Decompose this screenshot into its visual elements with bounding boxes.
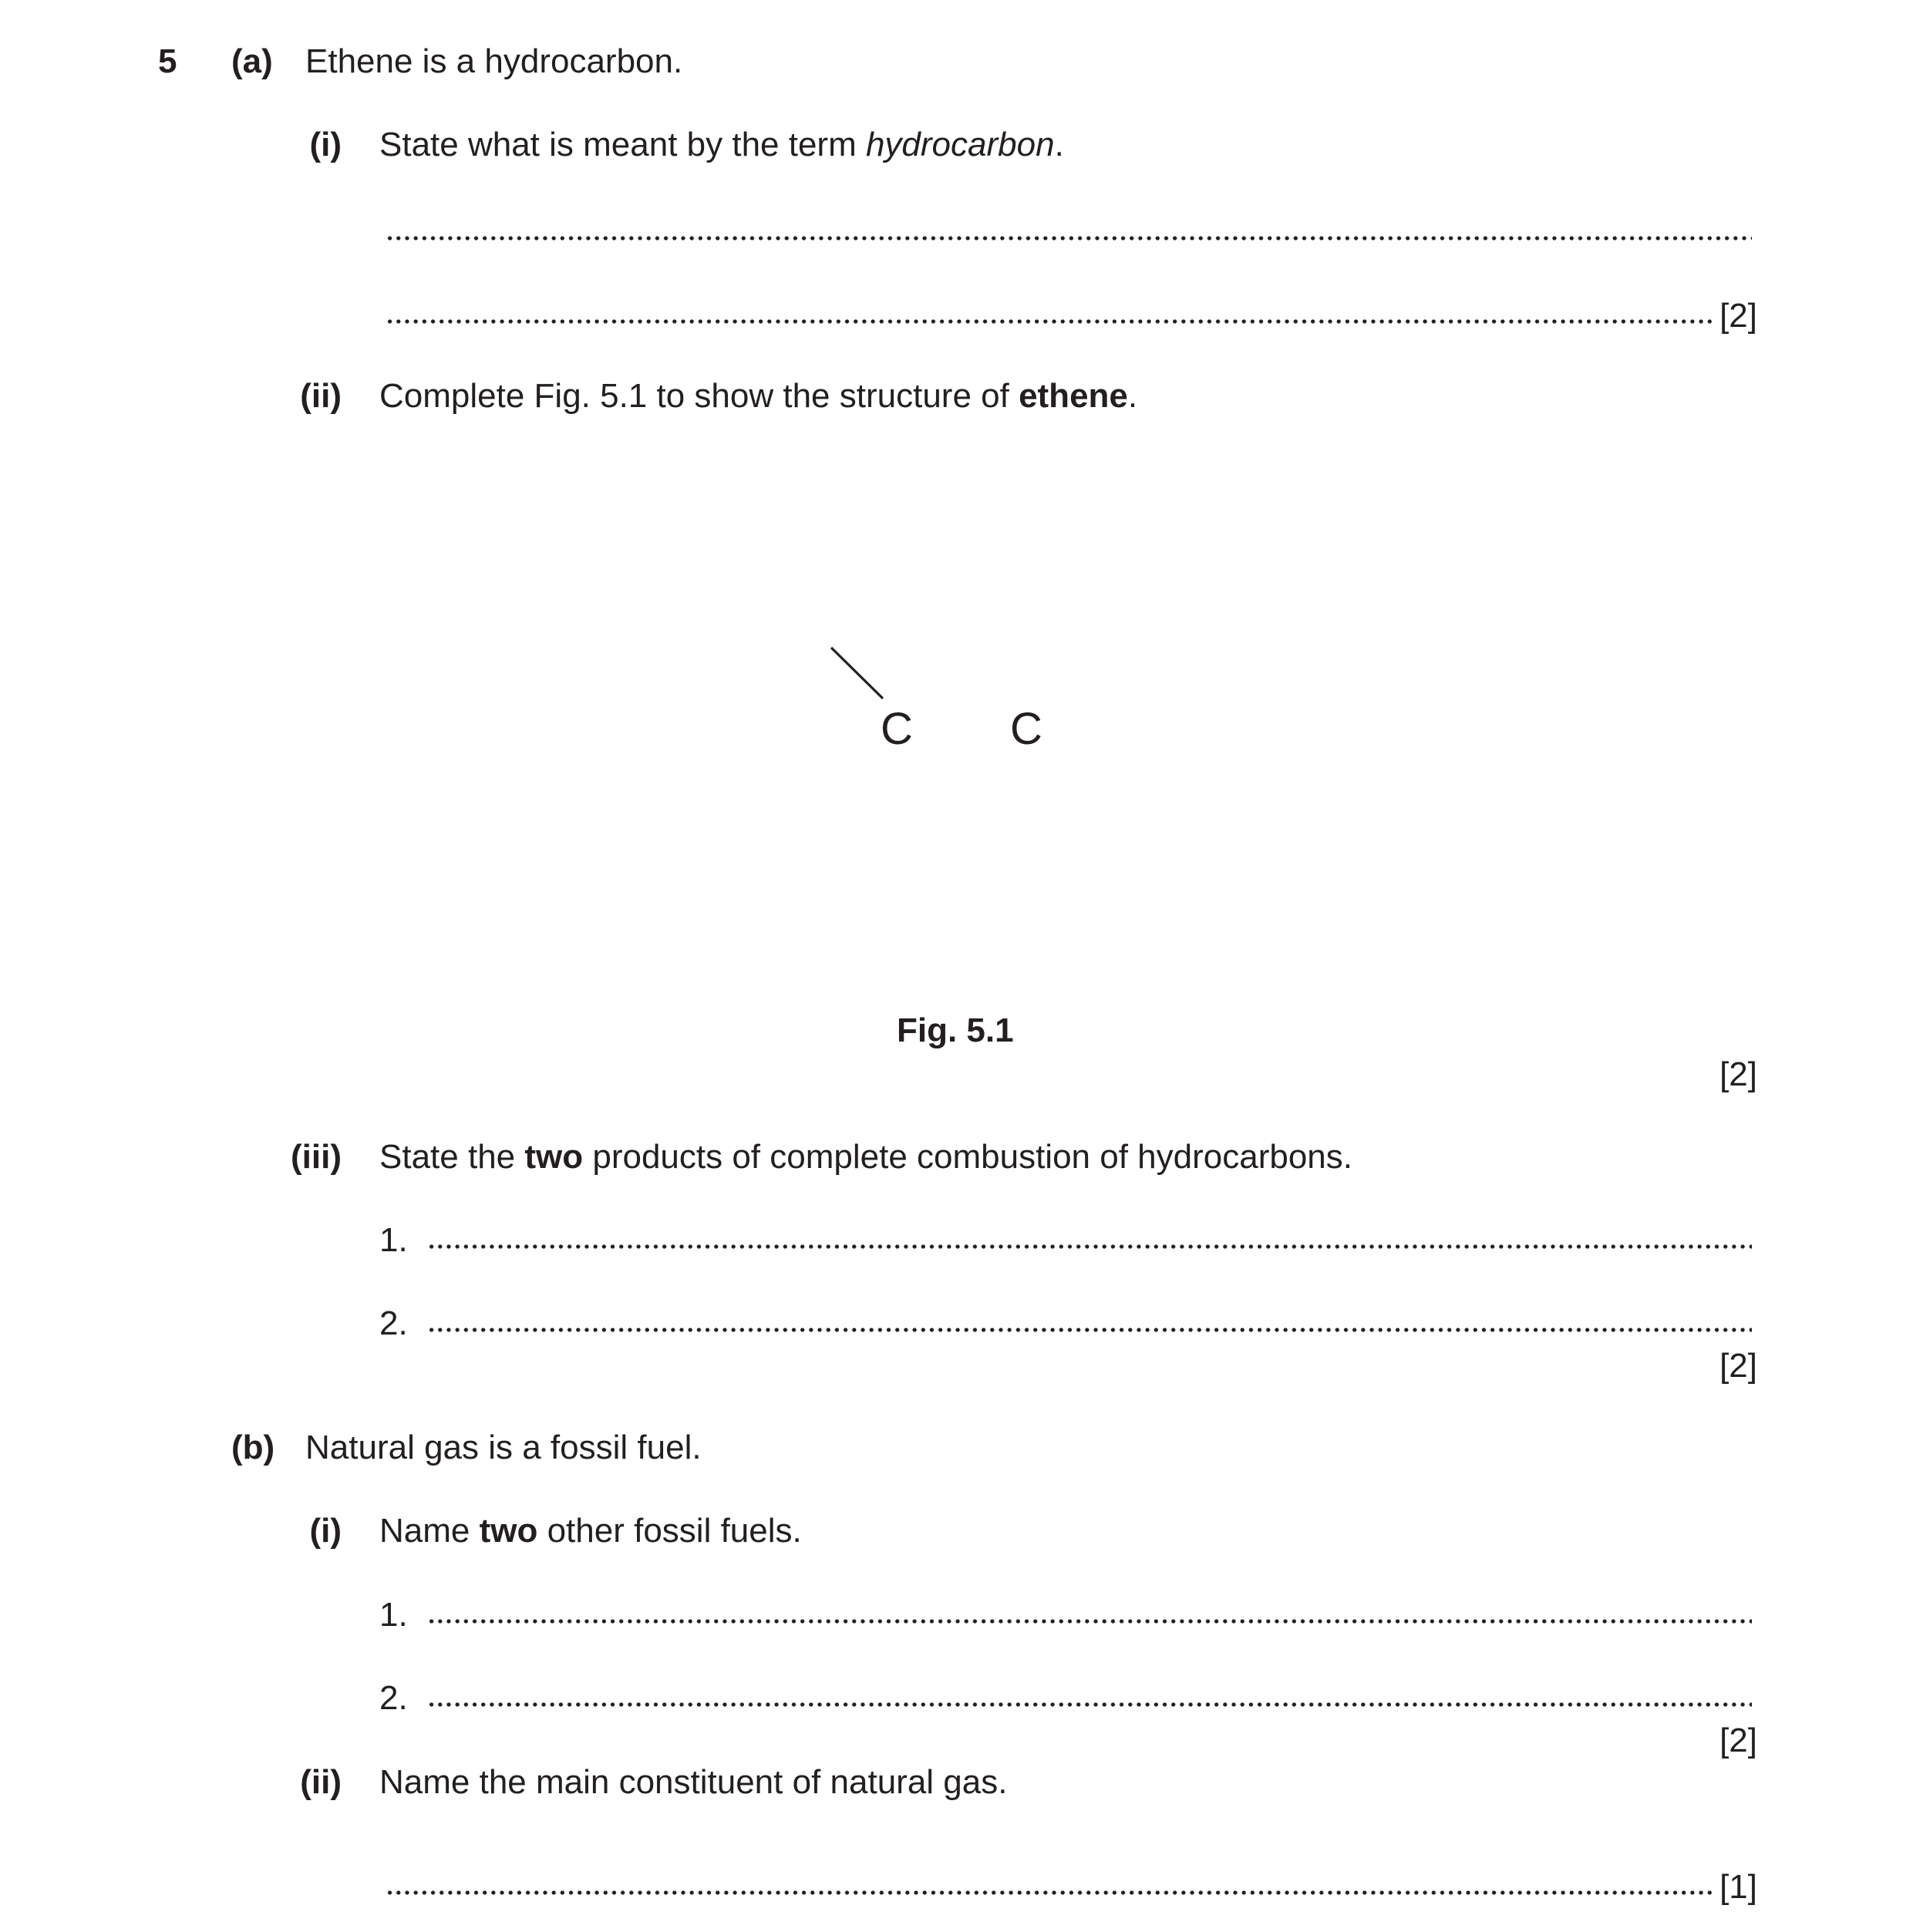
question-text: Name [379,1512,480,1550]
subpart-a-iii-question [379,1140,1352,1174]
question-number: 5 [158,42,177,80]
question-text-end: products of complete combustion of hydrocarbons. [583,1138,1352,1176]
question-bold-term: two [524,1138,584,1176]
subpart-a-i-label: (i) [309,126,342,163]
subpart-b-i-question [379,1514,802,1548]
answer-line-b-i-2[interactable] [427,1702,1752,1707]
question-text-end: other fossil fuels. [537,1512,802,1550]
answer-number-2: 2. [379,1679,408,1717]
question-text-end: . [1054,126,1064,163]
answer-number-1: 1. [379,1596,408,1634]
part-a-stem: Ethene is a hydrocarbon. [305,42,683,80]
question-bold-term: two [479,1512,538,1550]
subpart-a-iii-label: (iii) [291,1138,342,1176]
answer-line-b-ii[interactable] [386,1890,1712,1895]
carbon-atom-1: C [881,704,913,754]
question-term: hydrocarbon [865,126,1055,163]
part-a-label: (a) [231,42,273,80]
answer-line-b-i-1[interactable] [427,1619,1752,1624]
question-bold-term: ethene [1019,377,1128,415]
subpart-b-ii-label: (ii) [300,1763,342,1801]
subpart-b-i-label: (i) [309,1512,342,1550]
marks-b-i: [2] [1719,1722,1757,1759]
question-text: State the [379,1138,525,1176]
question-text-end: . [1127,377,1138,415]
part-b-stem: Natural gas is a fossil fuel. [305,1429,702,1466]
answer-line-a-iii-2[interactable] [427,1328,1752,1332]
marks-a-i: [2] [1719,297,1757,335]
marks-a-iii: [2] [1719,1347,1757,1385]
single-bond [831,648,883,698]
question-text: Complete Fig. 5.1 to show the structure of [379,377,1019,415]
subpart-a-ii-label: (ii) [300,377,342,415]
subpart-b-ii-question: Name the main constituent of natural gas. [379,1763,1008,1801]
marks-b-ii: [1] [1719,1868,1757,1906]
answer-number-2: 2. [379,1304,408,1342]
figure-caption: Fig. 5.1 [897,1011,1014,1049]
answer-number-1: 1. [379,1221,408,1259]
answer-line-a-iii-1[interactable] [427,1244,1752,1249]
carbon-atom-2: C [1010,704,1042,754]
part-b-label: (b) [231,1429,275,1466]
question-text: State what is meant by the term [379,126,866,163]
marks-a-ii: [2] [1719,1055,1757,1093]
